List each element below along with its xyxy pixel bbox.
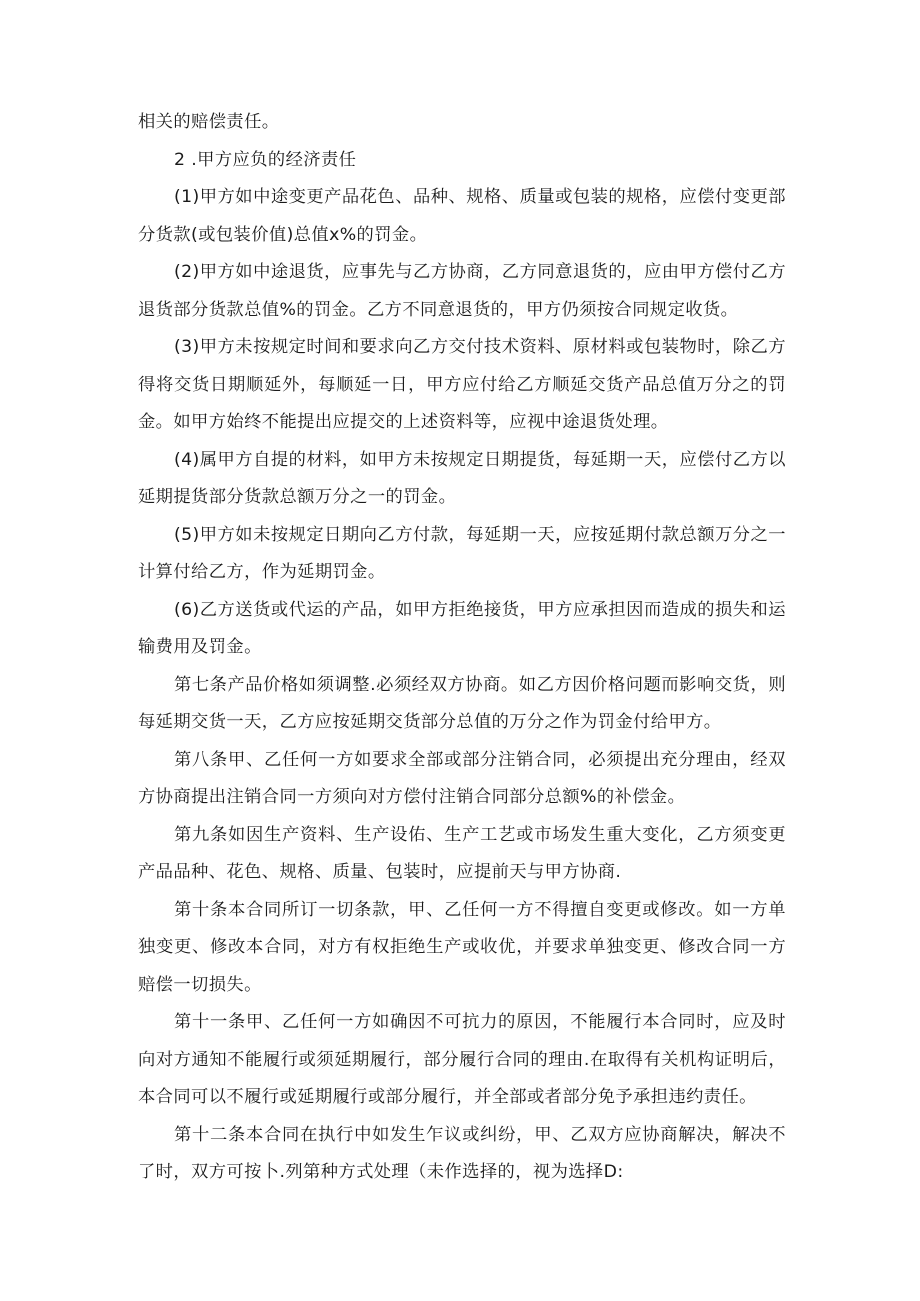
section-heading-party-a-liability: 2 .甲方应负的经济责任	[174, 149, 357, 170]
clause-3: (3)甲方未按规定时间和要求向乙方交付技术资料、原材料或包装物时，除乙方得将交货日期顺延外，每顺延一日，甲方应付给乙方顺延交货产品总值万分之的罚金。如甲方始终不能提出应提交的上述资料等，应视中途退货处理。	[138, 337, 786, 432]
clause-1: (1)甲方如中途变更产品花色、品种、规格、质量或包装的规格，应偿付变更部分货款(或包装价值)总值x%的罚金。	[138, 187, 786, 245]
article-10: 第十条本合同所订一切条款，甲、乙任何一方不得擅自变更或修改。如一方单独变更、修改本合同，对方有权拒绝生产或收优，并要求单独变更、修改合同一方赔偿一切损失。	[138, 899, 786, 995]
article-8: 第八条甲、乙任何一方如要求全部或部分注销合同，必须提出充分理由，经双方协商提出注销合同一方须向对方偿付注销合同部分总额%的补偿金。	[138, 749, 786, 807]
document-body	[138, 104, 786, 1192]
article-9: 第九条如因生产资料、生产设佑、生产工艺或市场发生重大变化，乙方须变更产品品种、花色、规格、质量、包装时，应提前天与甲方协商.	[138, 824, 786, 882]
clause-2: (2)甲方如中途退货，应事先与乙方协商，乙方同意退货的，应由甲方偿付乙方退货部分货款总值%的罚金。乙方不同意退货的，甲方仍须按合同规定收货。	[138, 262, 786, 320]
clause-4: (4)属甲方自提的材料，如甲方未按规定日期提货，每延期一天，应偿付乙方以延期提货部分货款总额万分之一的罚金。	[138, 449, 786, 507]
clause-6: (6)乙方送货或代运的产品，如甲方拒绝接货，甲方应承担因而造成的损失和运输费用及罚金。	[138, 599, 786, 657]
paragraph-continuation: 相关的赔偿责任。	[138, 112, 280, 132]
article-12: 第十二条本合同在执行中如发生乍议或纠纷，甲、乙双方应协商解决，解决不了时，双方可按卜.列第种方式处理（未作选择的，视为选择D:	[138, 1124, 786, 1182]
article-11: 第十一条甲、乙任何一方如确因不可抗力的原因，不能履行本合同时，应及时向对方通知不能履行或须延期履行，部分履行合同的理由.在取得有关机构证明后，本合同可以不履行或延期履行或部分履行，并全部或者部分免予承担违约责任。	[138, 1012, 786, 1107]
article-7: 第七条产品价格如须调整.必须经双方协商。如乙方因价格问题而影响交货，则每延期交货一天，乙方应按延期交货部分总值的万分之作为罚金付给甲方。	[138, 674, 786, 732]
clause-5: (5)甲方如未按规定日期向乙方付款，每延期一天，应按延期付款总额万分之一计算付给乙方，作为延期罚金。	[138, 524, 786, 582]
